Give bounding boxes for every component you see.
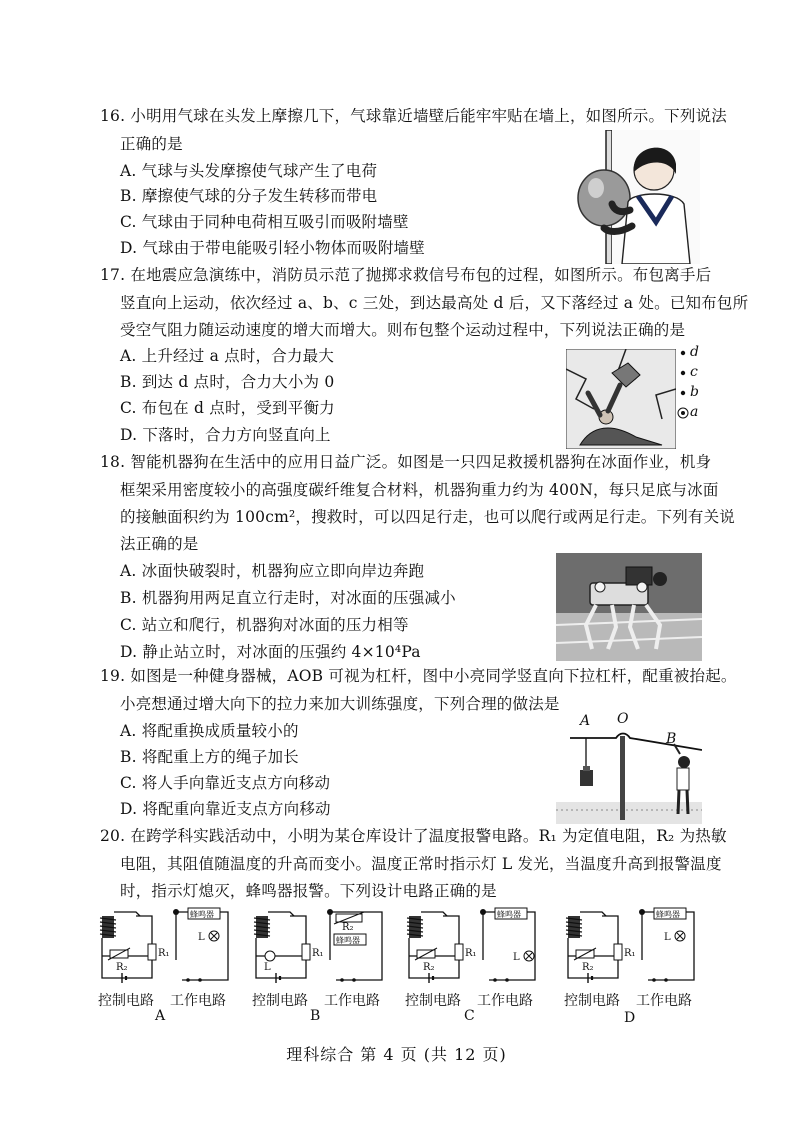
circuit-d-work-label: 工作电路 [636, 993, 692, 1009]
q18-stem-line3: 的接触面积约为 100cm²，搜救时，可以四足行走，也可以爬行或两足行走。下列有关说 [120, 508, 736, 526]
circuit-d [562, 906, 702, 986]
circuit-b-letter: B [310, 1008, 321, 1024]
circuit-b [250, 906, 390, 986]
lever-label-b: B [666, 731, 677, 747]
point-label-b: b [690, 384, 699, 400]
point-label-d: d [690, 344, 699, 360]
r1-label: R₁ [158, 948, 170, 959]
buzzer-label: 蜂鸣器 [656, 910, 680, 919]
work-wires [642, 912, 694, 980]
terminal [352, 978, 356, 982]
terminal [505, 978, 509, 982]
point-label-c: c [690, 364, 698, 380]
circuit-c-control-label: 控制电路 [405, 993, 461, 1009]
q16-stem-line1: 16. 小明用气球在头发上摩擦几下，气球靠近墙壁后能牢牢贴在墙上，如图所示。下列说法 [100, 107, 727, 125]
buzzer-label: 蜂鸣器 [336, 936, 360, 945]
lamp-label: L [513, 952, 520, 963]
r1-label: R₁ [465, 948, 477, 959]
circuit-a [96, 906, 236, 986]
q17-option-c: C. 布包在 d 点时，受到平衡力 [120, 399, 335, 417]
lever-figure [556, 710, 702, 824]
q19-option-b: B. 将配重上方的绳子加长 [120, 748, 299, 766]
q19-option-c: C. 将人手向靠近支点方向移动 [120, 774, 331, 792]
r2-label: R₂ [423, 962, 435, 973]
circuit-d-control-label: 控制电路 [564, 993, 620, 1009]
q16-option-c: C. 气球由于同种电荷相互吸引而吸附墙壁 [120, 213, 409, 231]
q20-stem-line3: 时，指示灯熄灭，蜂鸣器报警。下列设计电路正确的是 [120, 882, 497, 900]
r1-resistor [455, 944, 463, 960]
q16-option-a: A. 气球与头发摩擦使气球产生了电荷 [120, 162, 378, 180]
q17-option-a: A. 上升经过 a 点时，合力最大 [120, 347, 335, 365]
q18-option-a: A. 冰面快破裂时，机器狗应立即向岸边奔跑 [120, 562, 425, 580]
r2-label: R₂ [116, 962, 128, 973]
q17-option-b: B. 到达 d 点时，合力大小为 0 [120, 373, 335, 391]
terminal [652, 978, 656, 982]
q17-stem-line2: 竖直向上运动，依次经过 a、b、c 三处，到达最高处 d 后，又下落经过 a 处。已知布包所 [120, 294, 749, 312]
work-wires [483, 912, 535, 980]
terminal [664, 978, 668, 982]
terminal [493, 978, 497, 982]
q17-stem-line3: 受空气阻力随运动速度的增大而增大。则布包整个运动过程中，下列说法正确的是 [120, 321, 686, 339]
point-label-a: a [690, 404, 699, 420]
lever-label-o: O [617, 711, 629, 727]
q17-stem-line1: 17. 在地震应急演练中，消防员示范了抛掷求救信号布包的过程，如图所示。布包离手后 [100, 266, 712, 284]
page-footer: 理科综合 第 4 页 (共 12 页) [286, 1045, 507, 1064]
r2-label: R₂ [582, 962, 594, 973]
circuit-a-letter: A [155, 1008, 166, 1024]
q20-stem-line1: 20. 在跨学科实践活动中，小明为某仓库设计了温度报警电路。R₁ 为定值电阻，R₂ 为热敏 [100, 827, 727, 845]
buzzer-label: 蜂鸣器 [190, 910, 214, 919]
circuit-c-work-label: 工作电路 [477, 993, 533, 1009]
r1-label: R₁ [312, 948, 324, 959]
circuit-b-work-label: 工作电路 [324, 993, 380, 1009]
terminal [198, 978, 202, 982]
circuit-a-control-label: 控制电路 [98, 993, 154, 1009]
lever-label-a: A [580, 713, 591, 729]
lamp-label: L [264, 962, 271, 973]
balloon-figure [572, 130, 700, 264]
lamp-label: L [664, 932, 671, 943]
r1-label: R₁ [624, 948, 636, 959]
lamp-label: L [198, 932, 205, 943]
q20-stem-line2: 电阻，其阻值随温度的升高而变小。温度正常时指示灯 L 发光，当温度升高到报警温度 [120, 855, 722, 873]
buzzer-label: 蜂鸣器 [497, 910, 521, 919]
circuit-d-letter: D [624, 1010, 636, 1026]
q17-option-d: D. 下落时，合力方向竖直向上 [120, 426, 331, 444]
q19-stem-line2: 小亮想通过增大向下的拉力来加大训练强度，下列合理的做法是 [120, 695, 560, 713]
q18-option-d: D. 静止站立时，对冰面的压强约 4×10⁴Pa [120, 643, 421, 661]
q18-stem-line2: 框架采用密度较小的高强度碳纤维复合材料，机器狗重力约为 400N，每只足底与冰面 [120, 481, 719, 499]
lamp-icon [265, 951, 275, 961]
r1-resistor [302, 944, 310, 960]
rescue-throw-figure [566, 349, 676, 449]
q18-option-b: B. 机器狗用两足直立行走时，对冰面的压强减小 [120, 589, 456, 607]
circuit-c [403, 906, 543, 986]
q16-stem-line2: 正确的是 [120, 135, 183, 153]
q19-stem-line1: 19. 如图是一种健身器械，AOB 可视为杠杆，图中小亮同学竖直向下拉杠杆，配重被抬起。 [100, 667, 737, 685]
circuit-b-control-label: 控制电路 [252, 993, 308, 1009]
r1-resistor [148, 944, 156, 960]
terminal [340, 978, 344, 982]
q18-stem-line1: 18. 智能机器狗在生活中的应用日益广泛。如图是一只四足救援机器狗在冰面作业，机身 [100, 453, 712, 471]
circuit-a-work-label: 工作电路 [170, 993, 226, 1009]
terminal [186, 978, 190, 982]
q16-option-b: B. 摩擦使气球的分子发生转移而带电 [120, 187, 378, 205]
q19-option-d: D. 将配重向靠近支点方向移动 [120, 800, 331, 818]
circuit-c-letter: C [464, 1008, 475, 1024]
r2-label: R₂ [342, 922, 354, 933]
q18-stem-line4: 法正确的是 [120, 535, 199, 553]
r1-resistor [614, 944, 622, 960]
q18-option-c: C. 站立和爬行，机器狗对冰面的压力相等 [120, 616, 409, 634]
q19-option-a: A. 将配重换成质量较小的 [120, 722, 299, 740]
work-wires [176, 912, 228, 980]
q16-option-d: D. 气球由于带电能吸引轻小物体而吸附墙壁 [120, 239, 425, 257]
robot-dog-figure [556, 553, 702, 661]
